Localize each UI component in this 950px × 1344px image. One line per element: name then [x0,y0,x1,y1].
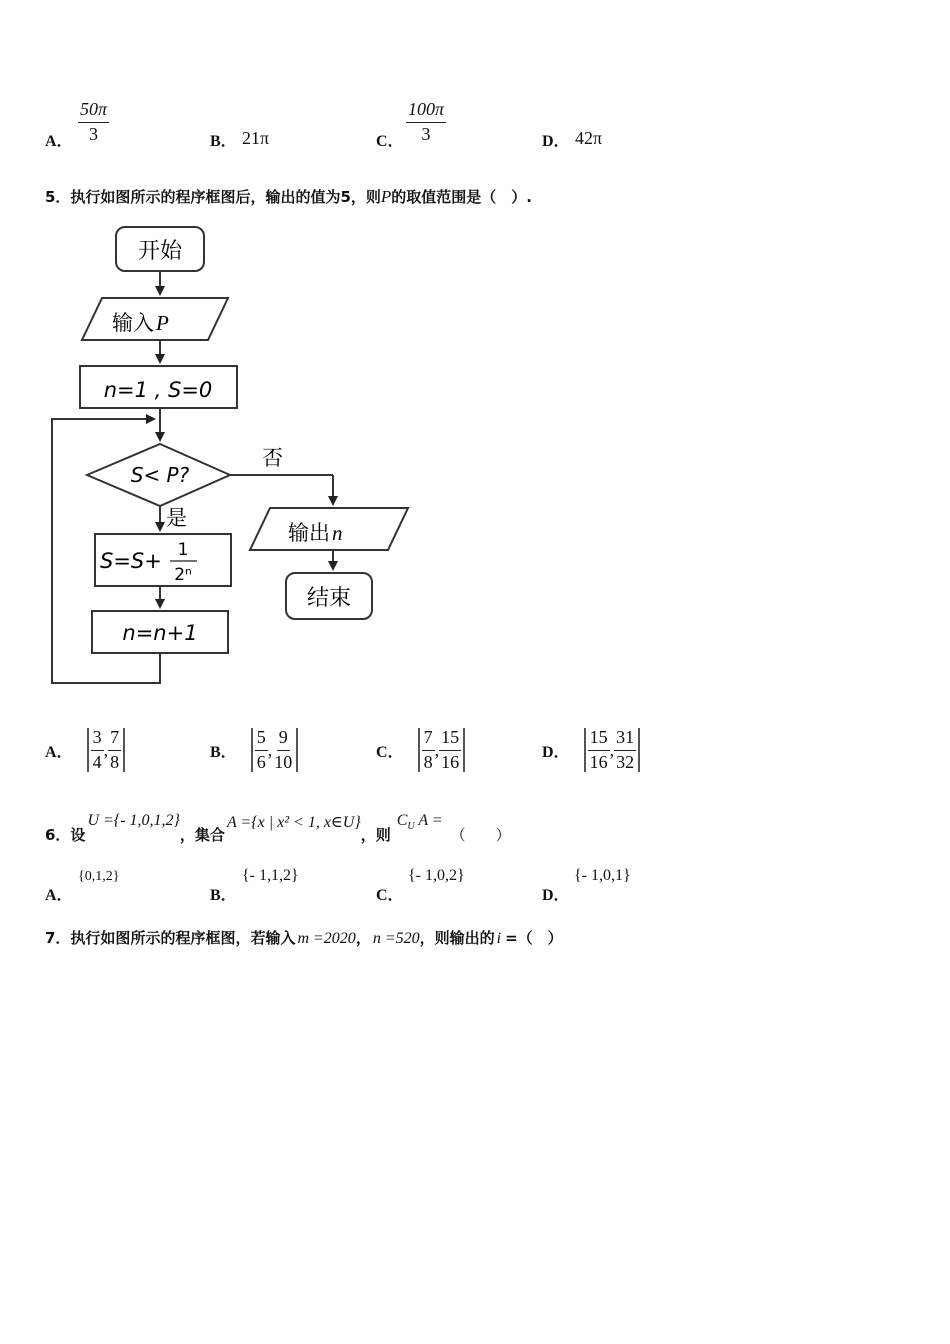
q5-option-c: C． $\frac{7}{8}$ , $\frac{15}{16}$ [376,728,467,773]
q6-stem: 6．设 U ={- 1,0,1,2} ，集合 A ={x | x² < 1, x∈U} ，则 $C_U$ A = （ ） [45,812,511,844]
q6-option-c-value: {- 1,0,2} [408,867,465,884]
q5-option-b: B． $\frac{5}{6}$ , $\frac{9}{10}$ [210,728,300,773]
update-n-label: n=n+1 [122,621,198,645]
q6-option-a-value: {0,1,2} [78,869,120,884]
q6-option-d-value: {- 1,0,1} [574,867,631,884]
init-label: n=1 , S=0 [103,378,213,402]
flowchart [40,222,420,692]
q5-option-a: A． $\frac{3}{4}$ , $\frac{7}{8}$ [45,728,127,773]
output-label: 输出n [288,521,343,545]
input-label: 输入P [112,311,169,335]
option-c-value: $\frac{100\pi}{3}$ [408,99,445,144]
update-s-num: 1 [177,540,189,560]
q5-option-d: D． $\frac{15}{16}$ , $\frac{31}{32}$ [542,728,642,773]
q7-stem: 7．执行如图所示的程序框图，若输入 m =2020 ， n =520 ，则输出的 i =（ ） [45,929,563,947]
condition-label: S< P? [130,463,190,487]
option-d-value: 42π [575,128,603,148]
no-label: 否 [262,446,283,470]
q5-stem: 5．执行如图所示的程序框图后，输出的值为5，则P的取值范围是（ ）. [45,187,532,206]
option-b-value: 21π [242,128,270,148]
start-label: 开始 [137,239,183,264]
end-label: 结束 [306,586,352,611]
q6-option-b-value: {- 1,1,2} [242,867,299,884]
update-s-label: S=S+ [100,549,162,573]
yes-label: 是 [166,506,187,530]
option-label: A． [45,133,73,150]
option-label: B． [210,133,237,150]
option-label: D． [542,133,570,150]
option-label: C． [376,133,404,150]
option-a-value: $\frac{50\pi}{3}$ [80,99,108,144]
update-s-den: 2ⁿ [174,565,192,585]
input-box [82,298,228,340]
